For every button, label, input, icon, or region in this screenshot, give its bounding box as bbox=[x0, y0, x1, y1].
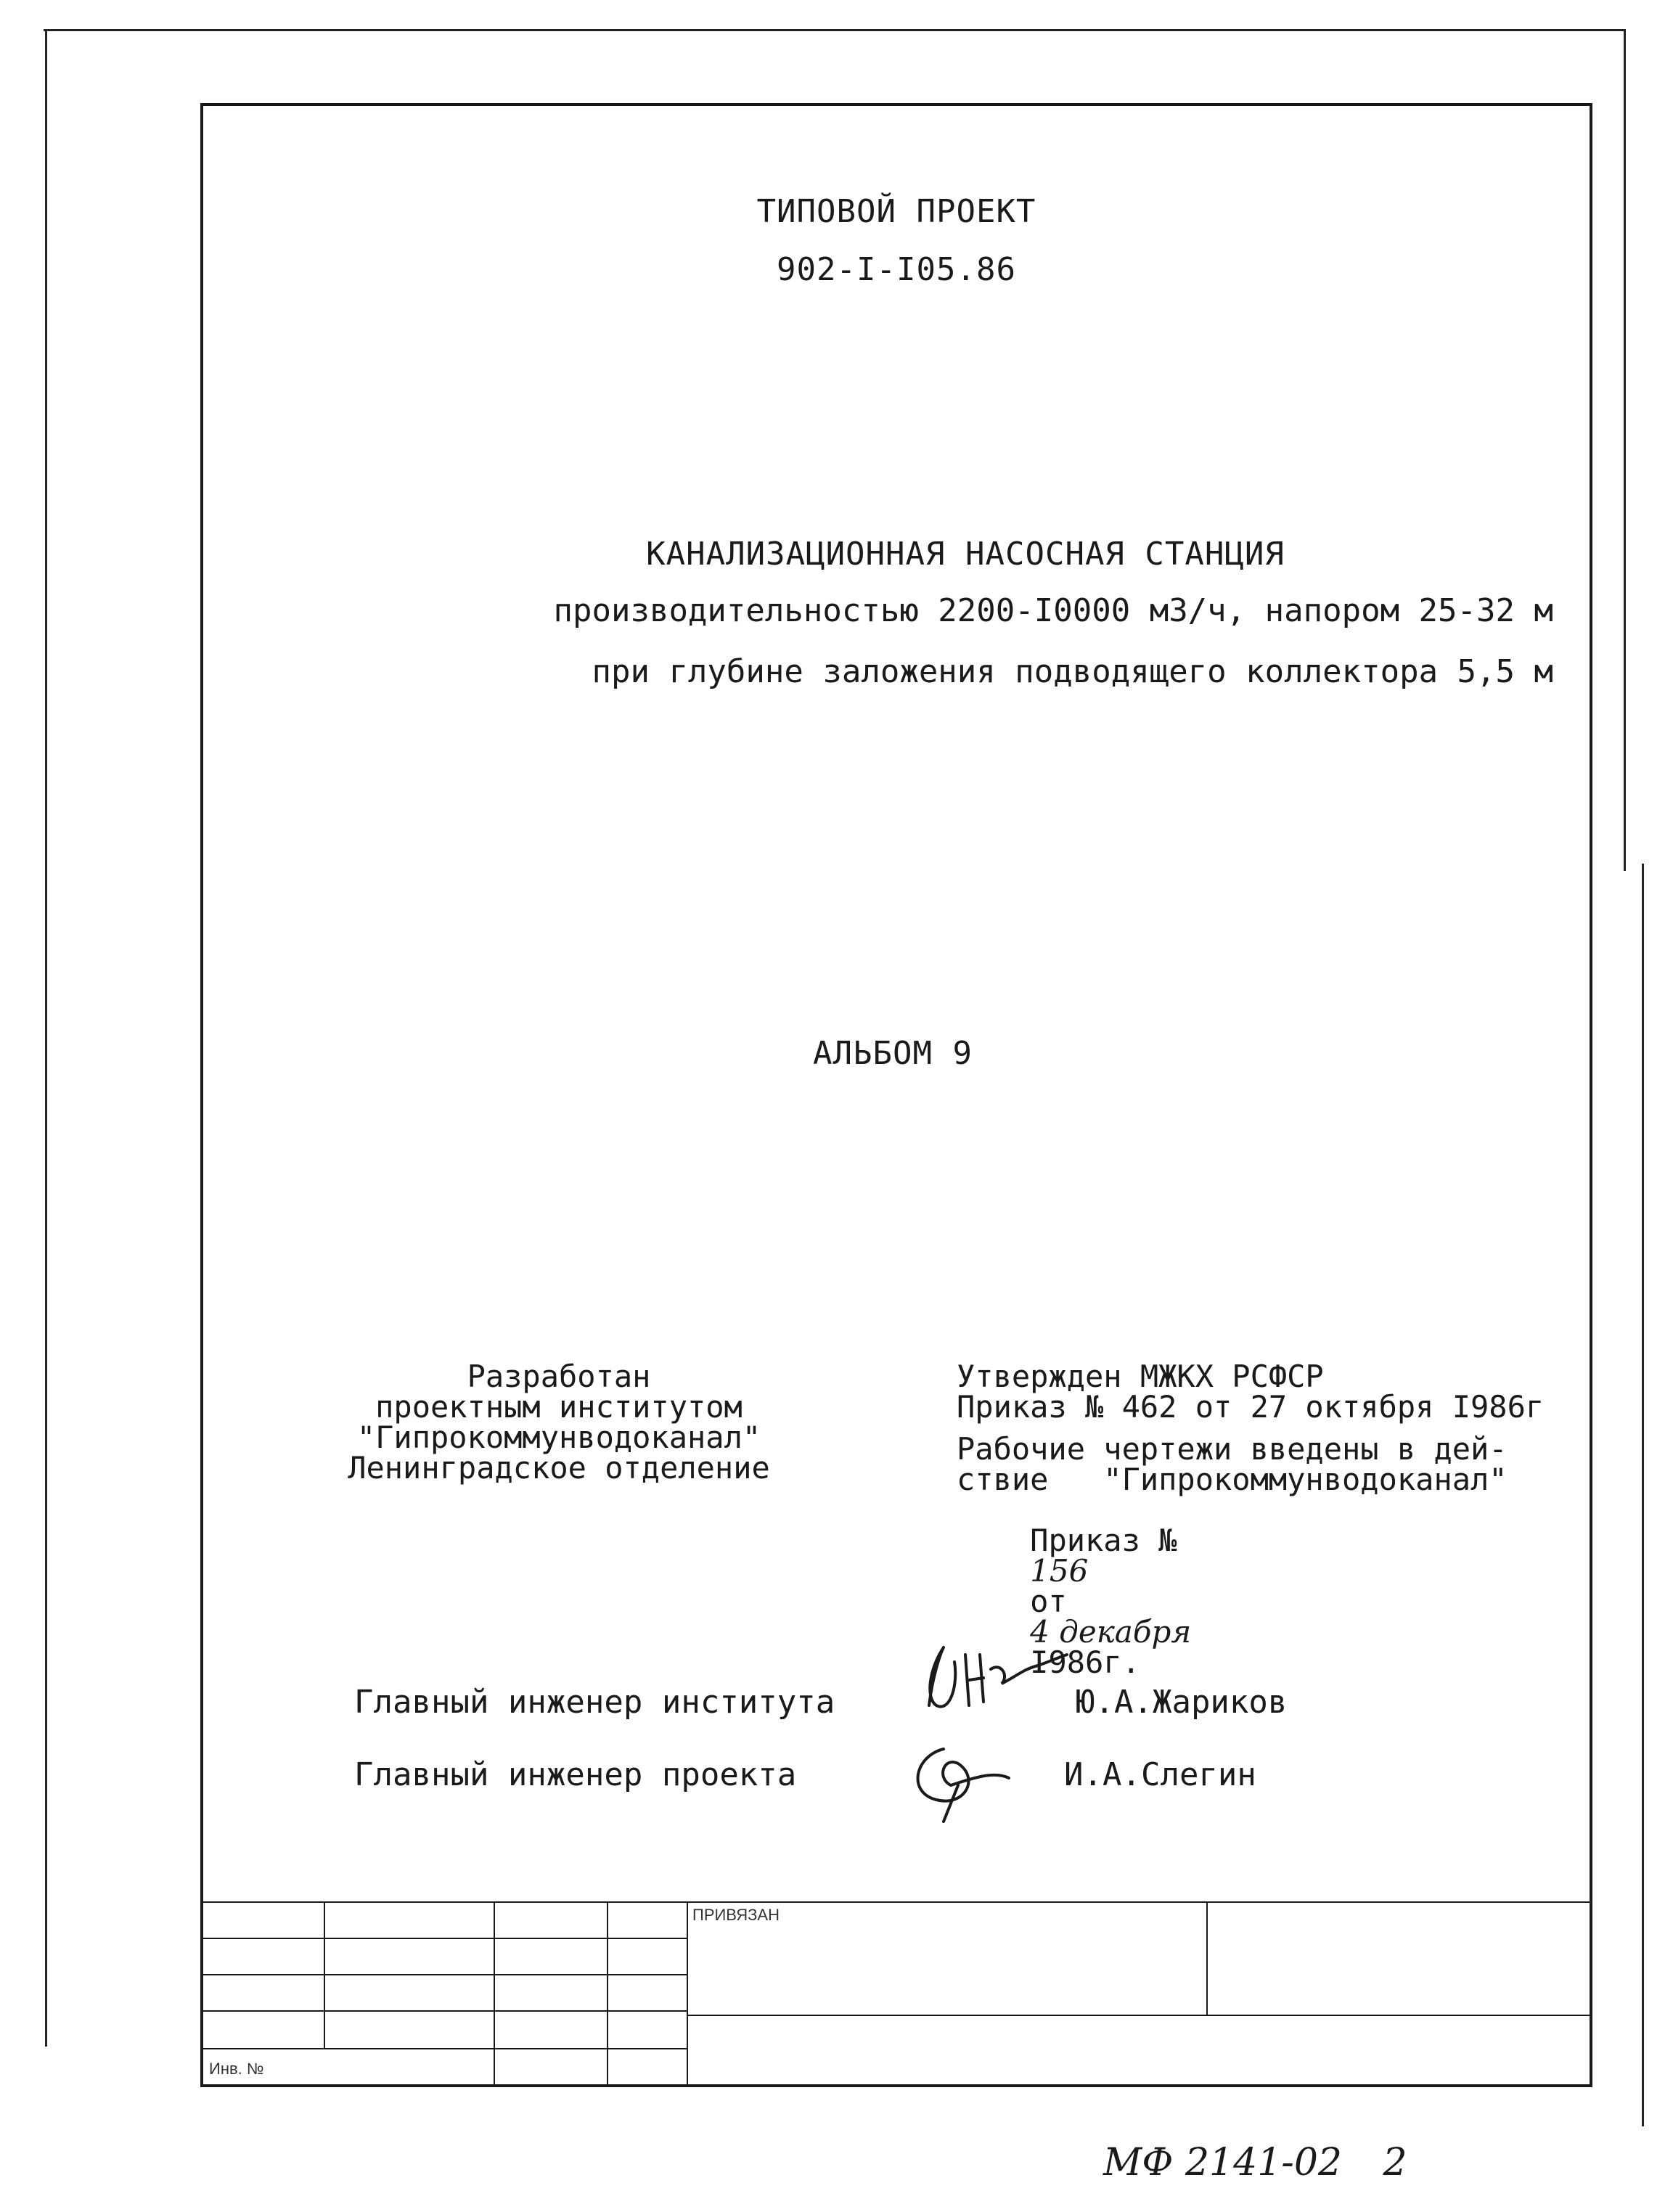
approval-line-2: Приказ № 462 от 27 октября I986г bbox=[957, 1389, 1545, 1425]
approval-line-1: Утвержден МЖКХ РСФСР bbox=[957, 1359, 1324, 1394]
signature-mark-1 bbox=[915, 1626, 1074, 1734]
outer-right-edge-lower bbox=[1642, 864, 1644, 2126]
order-year: I986г. bbox=[1030, 1644, 1140, 1680]
stamp-cell bbox=[494, 2048, 608, 2087]
approval-line-4: ствие "Гипрокоммунводоканал" bbox=[957, 1462, 1508, 1497]
stamp-cell bbox=[202, 1901, 325, 1939]
stamp-cell bbox=[202, 2010, 325, 2049]
outer-left-edge bbox=[45, 29, 47, 2047]
stamp-cell bbox=[202, 1974, 325, 2012]
stamp-cell bbox=[324, 2010, 495, 2049]
inv-number-label: Инв. № bbox=[209, 2060, 264, 2078]
stamp-cell bbox=[494, 2010, 608, 2049]
subject-line-2: при глубине заложения подводящего коллектора 5,5 м bbox=[592, 653, 1553, 690]
order-prefix: Приказ № bbox=[1030, 1523, 1177, 1558]
stamp-cell bbox=[607, 2010, 688, 2049]
stamp-cell bbox=[324, 1901, 495, 1939]
bound-label: ПРИВЯЗАН bbox=[692, 1906, 780, 1924]
stamp-cell bbox=[607, 1901, 688, 1939]
subject-title: КАНАЛИЗАЦИОННАЯ НАСОСНАЯ СТАНЦИЯ bbox=[646, 536, 1285, 573]
stamp-cell bbox=[494, 1901, 608, 1939]
stamp-bound-cell bbox=[687, 1901, 1208, 2016]
stamp-cell bbox=[607, 2048, 688, 2087]
stamp-cell bbox=[494, 1938, 608, 1975]
project-type-title: ТИПОВОЙ ПРОЕКТ bbox=[756, 193, 1036, 230]
stamp-cell bbox=[494, 1974, 608, 2012]
outer-top-edge bbox=[44, 29, 1626, 31]
subject-line-1: производительностью 2200-I0000 м3/ч, напором 25-32 м bbox=[553, 592, 1553, 629]
stamp-cell bbox=[607, 1974, 688, 2012]
stamp-cell bbox=[1206, 1901, 1591, 2016]
project-number: 902-I-I05.86 bbox=[777, 251, 1016, 288]
stamp-cell bbox=[607, 1938, 688, 1975]
stamp-cell bbox=[324, 1974, 495, 2012]
developer-line-2: проектным институтом bbox=[375, 1389, 743, 1425]
stamp-table bbox=[202, 1901, 1591, 2087]
developer-line-4: Ленинградское отделение bbox=[348, 1450, 770, 1486]
order-number-handwritten: 156 bbox=[1030, 1553, 1089, 1589]
stamp-cell-inv bbox=[202, 2048, 495, 2087]
outer-right-edge bbox=[1624, 29, 1626, 871]
album-title: АЛЬБОМ 9 bbox=[813, 1035, 973, 1072]
developer-line-1: Разработан bbox=[467, 1359, 651, 1394]
order-date-handwritten: 4 декабря bbox=[1030, 1614, 1192, 1650]
footer-sheet-number: 2 bbox=[1383, 2141, 1407, 2184]
order-from: от bbox=[1030, 1584, 1067, 1619]
footer-code-text: МФ 2141-02 bbox=[1103, 2141, 1343, 2184]
signature-role-2: Главный инженер проекта bbox=[354, 1756, 797, 1793]
stamp-cell bbox=[202, 1938, 325, 1975]
developer-block bbox=[305, 1359, 813, 1486]
signature-mark-2 bbox=[900, 1734, 1023, 1829]
approval-line-3: Рабочие чертежи введены в дей- bbox=[957, 1431, 1508, 1467]
stamp-cell-bottom bbox=[687, 2015, 1591, 2087]
signature-role-1: Главный инженер института bbox=[354, 1684, 835, 1721]
stamp-cell bbox=[324, 1938, 495, 1975]
signature-name-2: И.А.Слегин bbox=[1064, 1756, 1256, 1793]
footer-code bbox=[1103, 2141, 1407, 2184]
signature-name-1: Ю.А.Жариков bbox=[1076, 1684, 1288, 1721]
developer-line-3: "Гипрокоммунводоканал" bbox=[356, 1420, 761, 1455]
